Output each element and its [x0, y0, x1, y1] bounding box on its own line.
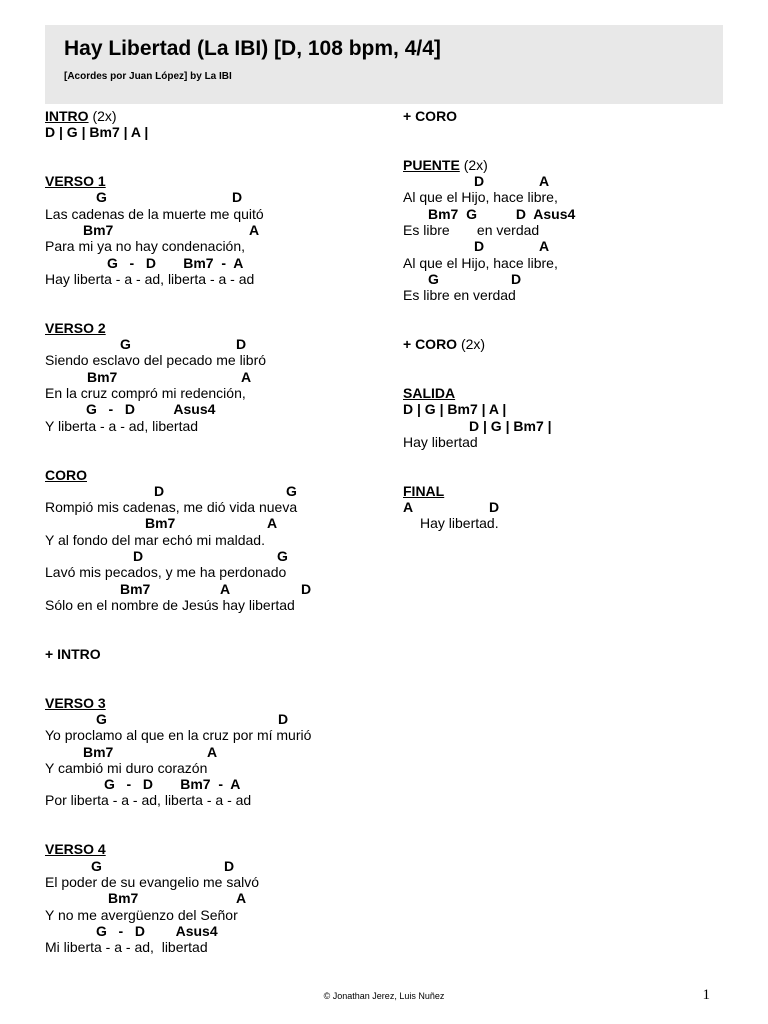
chord-line — [45, 548, 385, 564]
section-intro — [45, 108, 385, 124]
chord-line — [45, 336, 385, 352]
lyric-line: Rompió mis cadenas, me dió vida nueva — [45, 499, 298, 516]
lyric-line: Y al fondo del mar echó mi maldad. — [45, 531, 265, 548]
chord: Bm7 — [108, 890, 139, 907]
lyric-line: Mi liberta - a - ad, libertad — [45, 939, 208, 956]
chord: A — [207, 743, 218, 760]
repeat-marker: (2x) — [463, 156, 488, 173]
chord-line — [45, 858, 385, 874]
song-subtitle: [Acordes por Juan López] by La IBI — [64, 71, 232, 82]
lyric-line: Hay libertad. — [420, 515, 499, 532]
repeat-marker: (2x) — [460, 336, 486, 353]
footer-credits: © Jonathan Jerez, Luis Nuñez — [323, 991, 445, 1001]
chord: A — [539, 173, 550, 190]
chord: G — [91, 857, 102, 874]
right-column — [403, 108, 723, 532]
lyric-line: Y liberta - a - ad, libertad — [45, 417, 199, 434]
lyric-line: Lavó mis pecados, y me ha perdonado — [45, 564, 287, 581]
lyric-line: Es libre en verdad — [403, 222, 540, 239]
lyric-line: Al que el Hijo, hace libre, — [403, 189, 558, 206]
lyric-line: Hay libertad — [403, 433, 478, 450]
chord: D — [133, 548, 144, 565]
chord: D — [511, 270, 522, 287]
chord: D — [236, 336, 247, 353]
chord: G — [277, 548, 288, 565]
lyric-line: Y no me avergüenzo del Señor — [45, 906, 238, 923]
chord-line — [403, 499, 723, 515]
chord: Bm7 — [83, 743, 114, 760]
repeat-coro-2x — [403, 336, 723, 352]
repeat-label: + CORO — [403, 336, 458, 353]
chord: D — [474, 173, 485, 190]
chord: D — [224, 857, 235, 874]
lyric-line: Siendo esclavo del pecado me libró — [45, 352, 267, 369]
section-label: VERSO 1 — [45, 173, 106, 190]
chord-line — [403, 271, 723, 287]
chord: A — [249, 222, 260, 239]
chord-line — [45, 711, 385, 727]
section-label: SALIDA — [403, 385, 456, 402]
section-label: VERSO 2 — [45, 319, 106, 336]
chord: D — [232, 189, 243, 206]
chord: D — [474, 238, 485, 255]
chord: D — [489, 499, 500, 516]
lyric-line: Hay liberta - a - ad, liberta - a - ad — [45, 270, 255, 287]
lyric-line: El poder de su evangelio me salvó — [45, 873, 260, 890]
chord-line: D | G | Bm7 | A | — [403, 401, 507, 418]
left-column — [45, 108, 385, 955]
section-label: PUENTE — [403, 156, 460, 173]
chord: A — [236, 890, 247, 907]
chord-line — [45, 515, 385, 531]
chord: Bm7 — [83, 222, 114, 239]
repeat-marker: (2x) — [92, 108, 117, 124]
chord-line: G - D Bm7 - A — [104, 776, 241, 793]
chord-line — [45, 581, 385, 597]
chord-line — [45, 744, 385, 760]
chord-line: G - D Asus4 — [96, 922, 218, 939]
chord: Bm7 — [145, 515, 176, 532]
chord-line: G - D Bm7 - A — [107, 254, 244, 271]
chord: G — [286, 482, 297, 499]
chord: G — [96, 710, 107, 727]
repeat-intro: + INTRO — [45, 645, 101, 662]
chord: A — [403, 499, 414, 516]
lyric-line: Las cadenas de la muerte me quitó — [45, 205, 264, 222]
lyric-line: Para mi ya no hay condenación, — [45, 238, 246, 255]
lyric-line: Yo proclamo al que en la cruz por mí murió — [45, 727, 312, 744]
section-label: FINAL — [403, 482, 445, 499]
lyric-line: Al que el Hijo, hace libre, — [403, 254, 558, 271]
chord-line — [45, 222, 385, 238]
chord-line — [45, 369, 385, 385]
chord-line — [45, 189, 385, 205]
page-number: 1 — [702, 987, 710, 1003]
song-title: Hay Libertad (La IBI) [D, 108 bpm, 4/4] — [64, 37, 441, 60]
lyric-line: Y cambió mi duro corazón — [45, 759, 208, 776]
section-label: INTRO — [45, 108, 89, 124]
chord-line — [403, 173, 723, 189]
lyric-line: Sólo en el nombre de Jesús hay libertad — [45, 596, 295, 613]
section-label: VERSO 3 — [45, 694, 106, 711]
section-label: VERSO 4 — [45, 841, 106, 858]
chord: A — [220, 580, 231, 597]
repeat-coro: + CORO — [403, 108, 458, 124]
chord: A — [241, 368, 252, 385]
lyric-line: En la cruz compró mi redención, — [45, 385, 246, 402]
lyric-line: Es libre en verdad — [403, 287, 516, 304]
chord-line: Bm7 G D Asus4 — [428, 205, 576, 222]
chord-line — [403, 238, 723, 254]
chord: G — [120, 336, 131, 353]
lyric-line: Por liberta - a - ad, liberta - a - ad — [45, 792, 252, 809]
chord: D — [278, 710, 289, 727]
chord-line: D | G | Bm7 | — [469, 417, 552, 434]
chord: G — [428, 270, 439, 287]
chord-line: G - D Asus4 — [86, 401, 216, 418]
section-label: CORO — [45, 466, 87, 483]
chord-line — [45, 890, 385, 906]
chord: D — [154, 482, 165, 499]
chord: A — [539, 238, 550, 255]
chord-line: D | G | Bm7 | A | — [45, 124, 149, 141]
chord: G — [96, 189, 107, 206]
chord: Bm7 — [87, 368, 118, 385]
chord-line — [45, 483, 385, 499]
section-puente — [403, 157, 723, 173]
chord: Bm7 — [120, 580, 151, 597]
song-header — [45, 25, 723, 104]
chord: A — [267, 515, 278, 532]
chord: D — [301, 580, 312, 597]
